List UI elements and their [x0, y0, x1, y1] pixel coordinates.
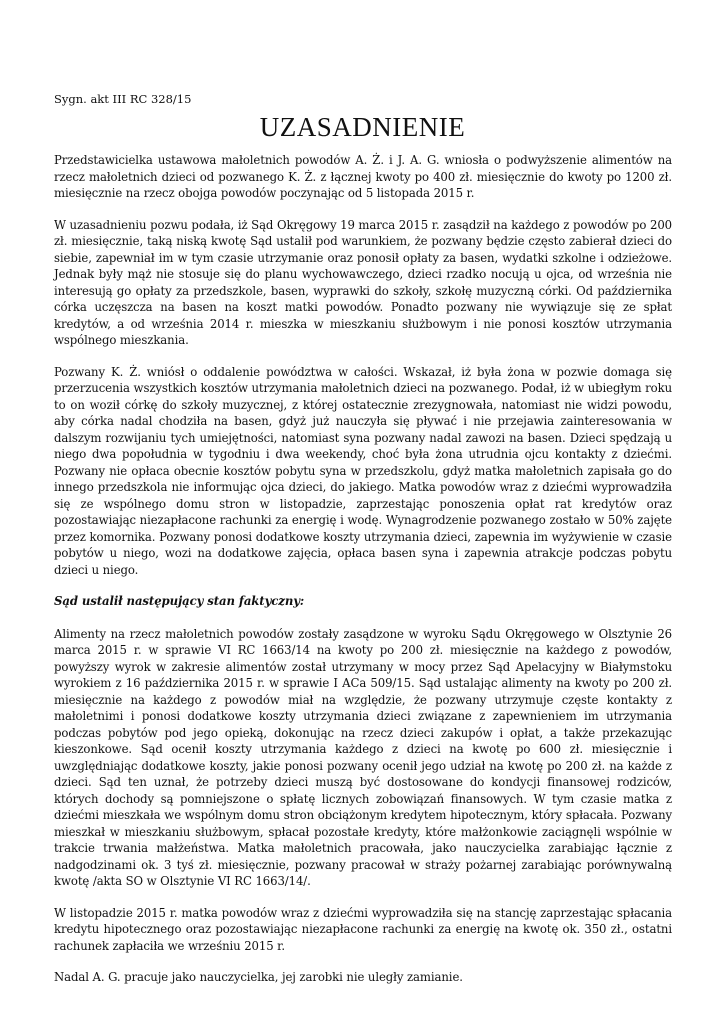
document-title: UZASADNIENIE: [259, 112, 466, 142]
paragraph-defendant-response: Pozwany K. Ż. wniósł o oddalenie powództwa w całości. Wskazał, iż była żona w pozwie domaga się przerzucenia wszystkich kosztów utrzymania małoletnich dzieci na pozwanego. Podał, iż w ubiegłym roku to on woził córkę do szkoły muzycznej, z której ostatecznie zrezygnowała, natomiast nie widzi powodu, aby córka nadal chodziła na basen, gdyż już nauczyła się pływać i nie przejawia zainteresowania w dalszym rozwijaniu tych umiejętności, natomiast syna pozwany nadal zawozi na basen. Dzieci spędzają u niego dwa popołudnia w tygodniu i dwa weekendy, choć była żona utrudnia ojcu kontakty z dziećmi. Pozwany nie opłaca obecnie kosztów pobytu syna w przedszkolu, gdyż matka małoletnich zapisała go do innego przedszkola nie informując ojca dzieci, do jakiego. Matka powodów wraz z dziećmi wyprowadziła się ze wspólnego domu stron w listopadzie, zaprzestając ponoszenia opłat rat kredytów oraz pozostawiając niezapłacone rachunki za energię i wodę. Wynagrodzenie pozwanego zostało w 50% zajęte przez komornika. Pozwany ponosi dodatkowe koszty utrzymania dzieci, zapewnia im wyżywienie w czasie pobytów u niego, wozi na dodatkowe zajęcia, opłaca basen syna i zapewnia atrakcje podczas pobytu dzieci u niego.: [54, 364, 672, 577]
paragraph-claim-justification: W uzasadnieniu pozwu podała, iż Sąd Okręgowy 19 marca 2015 r. zasądził na każdego z powodów po 200 zł. miesięcznie, taką niską kwotę Sąd ustalił pod warunkiem, że pozwany będzie często zabierał dzieci do siebie, zapewniał im w tym czasie utrzymanie oraz ponosił opłaty za basen, wydatki szkolne i odzieżowe. Jednak były mąż nie stosuje się do planu wychowawczego, dzieci rzadko nocują u ojca, od września nie interesują go opłaty za przedszkole, basen, wyprawki do szkoły, szkołę muzyczną córki. Od października córka uczęszcza na basen na koszt matki powodów. Ponadto pozwany nie wywiązuje się ze spłat kredytów, a od września 2014 r. mieszka w mieszkaniu służbowym i nie ponosi kosztów utrzymania wspólnego mieszkania.: [54, 217, 672, 347]
paragraph-claim: Przedstawicielka ustawowa małoletnich powodów A. Ż. i J. A. G. wniosła o podwyższenie alimentów na rzecz małoletnich dzieci od pozwanego K. Ż. z łącznej kwoty po 400 zł. miesięcznie do kwoty po 1200 zł. miesięcznie na rzecz obojga powodów poczynając od 5 listopada 2015 r.: [54, 153, 672, 200]
section-heading: Sąd ustalił następujący stan faktyczny:: [54, 594, 305, 608]
case-signature: Sygn. akt III RC 328/15: [54, 92, 192, 106]
document-body: [54, 152, 672, 1001]
paragraph-facts-alimony: Alimenty na rzecz małoletnich powodów zostały zasądzone w wyroku Sądu Okręgowego w Olsztynie 26 marca 2015 r. w sprawie VI RC 1663/14 na kwoty po 200 zł. miesięcznie na każdego z powodów, powyższy wyrok w zakresie alimentów został utrzymany w mocy przez Sąd Apelacyjny w Białymstoku wyrokiem z 16 października 2015 r. w sprawie I ACa 509/15. Sąd ustalając alimenty na kwoty po 200 zł. miesięcznie na każdego z powodów miał na względzie, że pozwany utrzymuje częste kontakty z małoletnimi i ponosi dodatkowe koszty utrzymania dzieci związane z zapewnieniem im utrzymania podczas pobytów pod jego opieką, dokonując na rzecz dzieci zakupów i opłat, a także przekazując kieszonkowe. Sąd ocenił koszty utrzymania każdego z dzieci na kwotę po 600 zł. miesięcznie i uwzględniając dodatkowe koszty, jakie ponosi pozwany ocenił jego udział na kwotę po 200 zł. na każde z dzieci. Sąd ten uznał, że potrzeby dzieci muszą być dostosowane do kondycji finansowej rodziców, których dochody są pomniejszone o spłatę licznych zobowiązań finansowych. W tym czasie matka z dziećmi mieszkała we wspólnym domu stron obciążonym kredytem hipotecznym, który spłacała. Pozwany mieszkał w mieszkaniu służbowym, spłacał pozostałe kredyty, które małżonkowie zaciągnęli wspólnie w trakcie trwania małżeństwa. Matka małoletnich pracowała, jako nauczycielka zarabiając łącznie z nadgodzinami ok. 3 tyś zł. miesięcznie, pozwany pracował w straży pożarnej zarabiając porównywalną kwotę /akta SO w Olsztynie VI RC 1663/14/.: [54, 626, 672, 888]
paragraph-facts-move-out: W listopadzie 2015 r. matka powodów wraz z dziećmi wyprowadziła się na stancję zaprzestając spłacania kredytu hipotecznego oraz pozostawiając niezapłacone rachunki za energię na kwotę ok. 350 zł., ostatni rachunek zapłaciła we wrześniu 2015 r.: [54, 905, 672, 953]
paragraph-facts-employment: Nadal A. G. pracuje jako nauczycielka, jej zarobki nie uległy zamianie.: [54, 970, 463, 984]
